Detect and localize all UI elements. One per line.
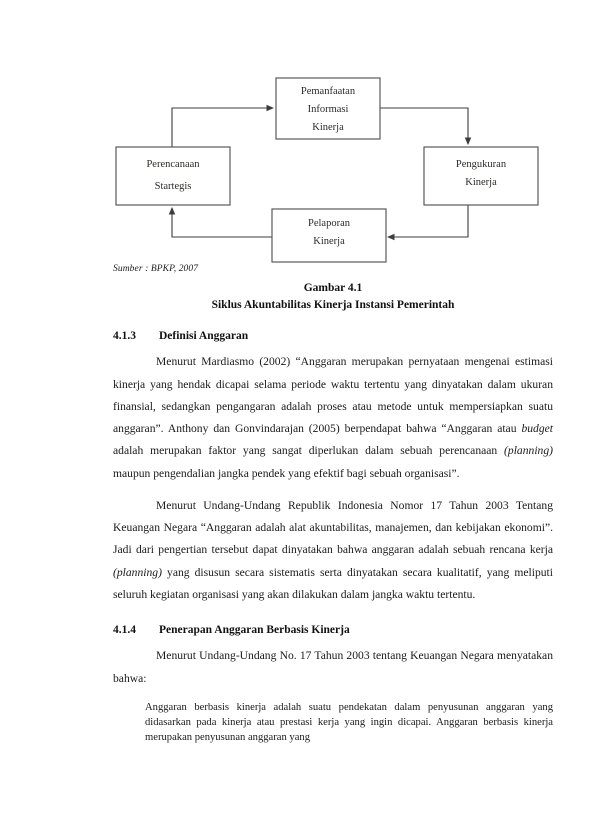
section-heading-414 [113, 622, 553, 639]
diagram-box-pelaporan [272, 209, 386, 262]
paragraph-definisi-anggaran-1: Menurut Mardiasmo (2002) “Anggaran merupakan pernyataan mengenai estimasi kinerja yang hendak dicapai selama periode waktu tertentu yang dinyatakan dalam ukuran finansial, sedangkan pengangaran adalah proses atau metode untuk mempersiapkan suatu anggaran”. Anthony dan Gonvindarajan (2005) berpendapat bahwa “Anggaran atau budget adalah merupakan faktor yang sangat diperlukan dalam sebuah perencanaan (planning) maupun pengendalian jangka pendek yang efektif bagi sebuah organisasi”. [113, 355, 553, 480]
section-number-414: 4.1.4 [113, 624, 136, 637]
diagram-box-pemanfaatan [276, 78, 380, 139]
figure-caption-title: Siklus Akuntabilitas Kinerja Instansi Pemerintah [211, 299, 455, 312]
page-text-body [113, 264, 553, 745]
diagram-box-pemanfaatan-line-1: Pemanfaatan [300, 86, 356, 97]
figure-caption [113, 280, 553, 314]
section-title-413: Definisi Anggaran [159, 330, 249, 343]
diagram-box-pemanfaatan-line-3: Kinerja [312, 122, 344, 133]
diagram-box-perencanaan-line-1: Perencanaan [146, 159, 200, 170]
diagram-box-pelaporan-line-2: Kinerja [313, 236, 345, 247]
arrow-pemanfaatan-to-pengukuran [380, 108, 468, 144]
diagram-box-pemanfaatan-line-2: Informasi [307, 104, 349, 115]
section-heading-413 [113, 328, 553, 345]
paragraph-penerapan-anggaran-1: Menurut Undang-Undang No. 17 Tahun 2003 tentang Keuangan Negara menyatakan bahwa: [113, 649, 553, 685]
section-number-413: 4.1.3 [113, 330, 136, 343]
paragraph-definisi-anggaran-2: Menurut Undang-Undang Republik Indonesia Nomor 17 Tahun 2003 Tentang Keuangan Negara “Anggaran adalah alat akuntabilitas, manajemen, dan kebijakan ekonomi”. Jadi dari pengertian tersebut dapat dinyatakan bahwa anggaran adalah sebuah rencana kerja (planning) yang disusun secara sistematis serta dinyatakan secara kualitatif, yang meliputi seluruh kegiatan organisasi yang akan dilakukan dalam jangka waktu tertentu. [113, 498, 553, 601]
arrow-perencanaan-to-pemanfaatan [172, 108, 273, 147]
diagram-box-pengukuran-line-1: Pengukuran [455, 159, 507, 170]
diagram-box-pengukuran-line-2: Kinerja [465, 177, 497, 188]
figure-caption-number: Gambar 4.1 [303, 282, 363, 294]
diagram-box-perencanaan [116, 147, 230, 205]
arrow-pengukuran-to-pelaporan [388, 205, 468, 237]
diagram-box-pelaporan-line-1: Pelaporan [308, 218, 350, 229]
arrow-pelaporan-to-perencanaan [172, 208, 272, 237]
cycle-diagram-svg [0, 0, 602, 272]
section-title-414: Penerapan Anggaran Berbasis Kinerja [159, 624, 350, 637]
figure-siklus-akuntabilitas [0, 0, 602, 272]
diagram-box-perencanaan-line-2: Startegis [154, 181, 192, 192]
blockquote-anggaran-berbasis-kinerja: Anggaran berbasis kinerja adalah suatu pendekatan dalam penyusunan anggaran yang didasarkan pada kinerja atau prestasi kerja yang ingin dicapai. Anggaran berbasis kinerja merupakan penyusunan anggaran yang [145, 701, 553, 743]
diagram-box-pengukuran [424, 147, 538, 205]
figure-source-line: Sumber : BPKP, 2007 [113, 264, 199, 274]
